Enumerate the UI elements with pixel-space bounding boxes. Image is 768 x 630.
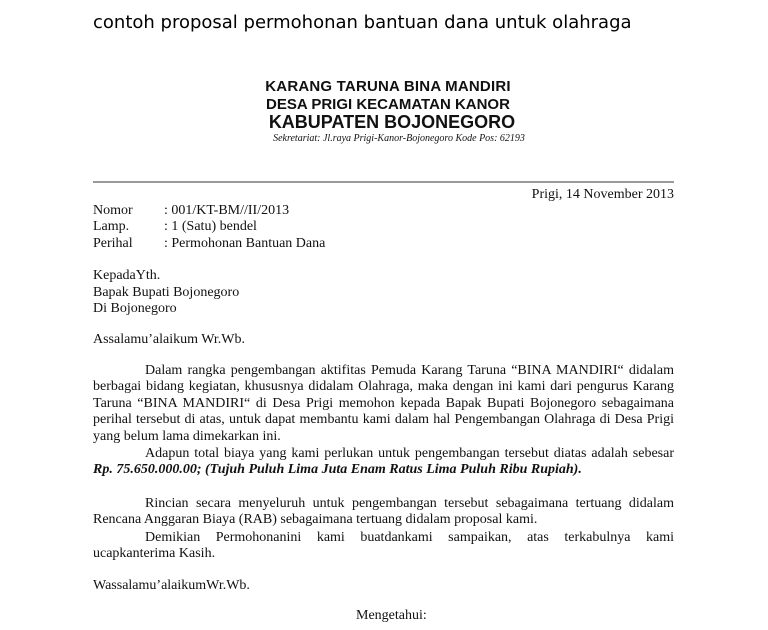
meta-value: : 001/KT-BM//II/2013 (164, 203, 290, 218)
paragraph-text: Adapun total biaya yang kami perlukan untuk pengembangan tersebut diatas adalah sebesar (145, 446, 674, 461)
recipient-line: KepadaYth. (93, 268, 161, 283)
body-paragraph-2 (93, 446, 674, 479)
letterhead-organization: KARANG TARUNA BINA MANDIRI (265, 78, 511, 95)
meta-row-nomor (93, 203, 289, 219)
page-caption: contoh proposal permohonan bantuan dana untuk olahraga (93, 12, 632, 33)
meta-row-lampiran (93, 219, 257, 235)
letterhead-village: DESA PRIGI KECAMATAN KANOR (266, 96, 510, 113)
meta-key: Nomor (93, 203, 133, 218)
body-paragraph-4: Demikian Permohonanini kami buatdankami sampaikan, atas terkabulnya kami ucapkanterima Kasih. (93, 530, 674, 562)
meta-value: : Permohonan Bantuan Dana (164, 236, 326, 251)
meta-key: Perihal (93, 236, 133, 251)
letterhead-divider (93, 181, 674, 183)
acknowledgement-label: Mengetahui: (356, 608, 427, 623)
letterhead-regency: KABUPATEN BOJONEGORO (268, 112, 516, 132)
meta-key: Lamp. (93, 219, 130, 234)
meta-row-perihal (93, 236, 325, 252)
closing-greeting: Wassalamu’alaikumWr.Wb. (93, 578, 250, 593)
recipient-line: Di Bojonegoro (93, 301, 177, 316)
recipient-line: Bapak Bupati Bojonegoro (93, 285, 240, 300)
letter-date: Prigi, 14 November 2013 (531, 187, 674, 202)
letterhead-address: Sekretariat: Jl.raya Prigi-Kanor-Bojonegoro Kode Pos: 62193 (273, 133, 525, 144)
salutation: Assalamu’alaikum Wr.Wb. (93, 332, 245, 347)
meta-value: : 1 (Satu) bendel (164, 219, 257, 234)
body-paragraph-1: Dalam rangka pengembangan aktifitas Pemuda Karang Taruna “BINA MANDIRI“ didalam berbagai bidang kegiatan, khususnya didalam Olahraga, maka dengan ini kami dari pengurus Karang Taruna “BINA MANDIRI“ di Desa Prigi memohon kepada Bapak Bupati Bojonegoro sebagaimana perihal tersebut di atas, untuk dapat membantu kami dalam hal Pengembangan Olahraga di Desa Prigi yang belum lama dimekarkan ini. (93, 363, 674, 444)
body-paragraph-3: Rincian secara menyeluruh untuk pengembangan tersebut sebagaimana tertuang didalam Rencana Anggaran Biaya (RAB) sebagaimana tertuang didalam proposal kami. (93, 496, 674, 528)
funding-amount: Rp. 75.650.000.00; (Tujuh Puluh Lima Juta Enam Ratus Lima Puluh Ribu Rupiah). (93, 462, 582, 478)
